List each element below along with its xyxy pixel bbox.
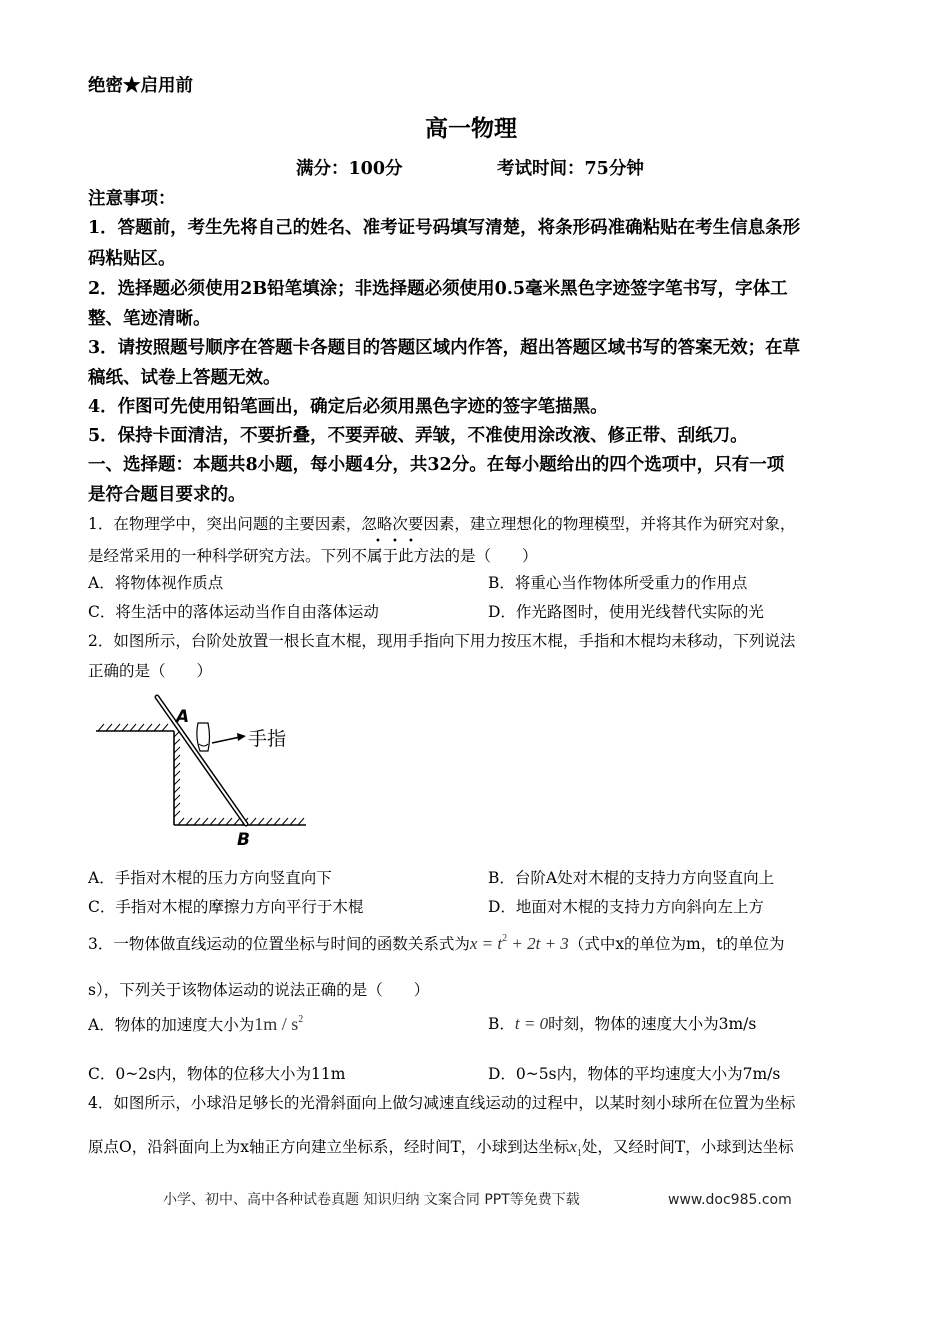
- option-b: B．t = 0时刻，物体的速度大小为3m/s: [488, 1014, 757, 1033]
- option-b: B．将重心当作物体所受重力的作用点: [488, 574, 748, 592]
- option-a: A．手指对木棍的压力方向竖直向下: [88, 869, 332, 887]
- question-4-stem: 原点O，沿斜面向上为x轴正方向建立坐标系，经时间T，小球到达坐标$x_1$处，又经时间T，小球到达坐标: [88, 1137, 794, 1159]
- confidential-mark: 绝密★启用前: [88, 76, 193, 96]
- notice-line: 稿纸、试卷上答题无效。: [88, 368, 281, 388]
- emphasis-dot: •: [392, 536, 398, 547]
- notice-line: 4．作图可先使用铅笔画出，确定后必须用黑色字迹的签字笔描黑。: [88, 397, 608, 417]
- footer-text: 小学、初中、高中各种试卷真题 知识归纳 文案合同 PPT等免费下载: [163, 1192, 580, 1208]
- footer-website[interactable]: www.doc985.com: [668, 1192, 792, 1208]
- question-1-stem: 是经常采用的一种科学研究方法。下列不属于此方法的是（ ）: [88, 547, 538, 565]
- notice-heading: 注意事项：: [88, 189, 176, 209]
- notice-line: 整、笔迹清晰。: [88, 309, 211, 329]
- option-b: B．台阶A处对木棍的支持力方向竖直向上: [488, 869, 775, 887]
- equation: $x = t^2 + 2t + 3$: [469, 933, 569, 953]
- option-d: D．0~5s内，物体的平均速度大小为7m/s: [488, 1065, 781, 1083]
- question-3-stem: 3．一物体做直线运动的位置坐标与时间的函数关系式为$x = t^2 + 2t + 3$（式中x的单位为m，t的单位为: [88, 933, 785, 953]
- emphasis-dot: •: [408, 536, 414, 547]
- figure-label-b: B: [237, 830, 250, 850]
- emphasized-text: 不属于: [351, 547, 399, 565]
- emphasis-dot: •: [375, 536, 381, 547]
- option-a: A．物体的加速度大小为$1m / s^2$: [88, 1014, 304, 1034]
- notice-line: 3．请按照题号顺序在答题卡各题目的答题区域内作答，超出答题区域书写的答案无效；在草: [88, 338, 801, 358]
- section-heading: 一、选择题：本题共8小题，每小题4分，共32分。在每小题给出的四个选项中，只有一项: [88, 455, 785, 475]
- option-d: D．作光路图时，使用光线替代实际的光: [488, 603, 764, 621]
- exam-time: 考试时间：75分钟: [497, 159, 644, 179]
- notice-line: 5．保持卡面清洁，不要折叠，不要弄破、弄皱，不准使用涂改液、修正带、刮纸刀。: [88, 426, 748, 446]
- option-d: D．地面对木棍的支持力方向斜向左上方: [488, 898, 764, 916]
- notice-line: 码粘贴区。: [88, 249, 176, 269]
- section-heading: 是符合题目要求的。: [88, 485, 246, 505]
- step-stick-figure: [94, 693, 310, 853]
- question-2-stem: 正确的是（ ）: [88, 662, 213, 680]
- question-3-stem: s），下列关于该物体运动的说法正确的是（ ）: [88, 981, 430, 999]
- option-a: A．将物体视作质点: [88, 574, 224, 592]
- option-c: C．0~2s内，物体的位移大小为11m: [88, 1065, 346, 1083]
- full-score: 满分：100分: [296, 159, 403, 179]
- question-2-stem: 2．如图所示，台阶处放置一根长直木棍，现用手指向下用力按压木棍，手指和木棍均未移动，下列说法: [88, 632, 796, 650]
- option-c: C．将生活中的落体运动当作自由落体运动: [88, 603, 379, 621]
- figure-label-finger: 手指: [248, 728, 287, 750]
- notice-line: 1．答题前，考生先将自己的姓名、准考证号码填写清楚，将条形码准确粘贴在考生信息条形: [88, 218, 801, 238]
- figure-label-a: A: [176, 707, 190, 727]
- question-1-stem: 1．在物理学中，突出问题的主要因素，忽略次要因素，建立理想化的物理模型，并将其作为研究对象，: [88, 515, 796, 533]
- option-c: C．手指对木棍的摩擦力方向平行于木棍: [88, 898, 364, 916]
- notice-line: 2．选择题必须使用2B铅笔填涂；非选择题必须使用0.5毫米黑色字迹签字笔书写，字体工: [88, 279, 788, 299]
- question-4-stem: 4．如图所示，小球沿足够长的光滑斜面向上做匀减速直线运动的过程中，以某时刻小球所在位置为坐标: [88, 1094, 796, 1112]
- page-title: 高一物理: [425, 115, 517, 142]
